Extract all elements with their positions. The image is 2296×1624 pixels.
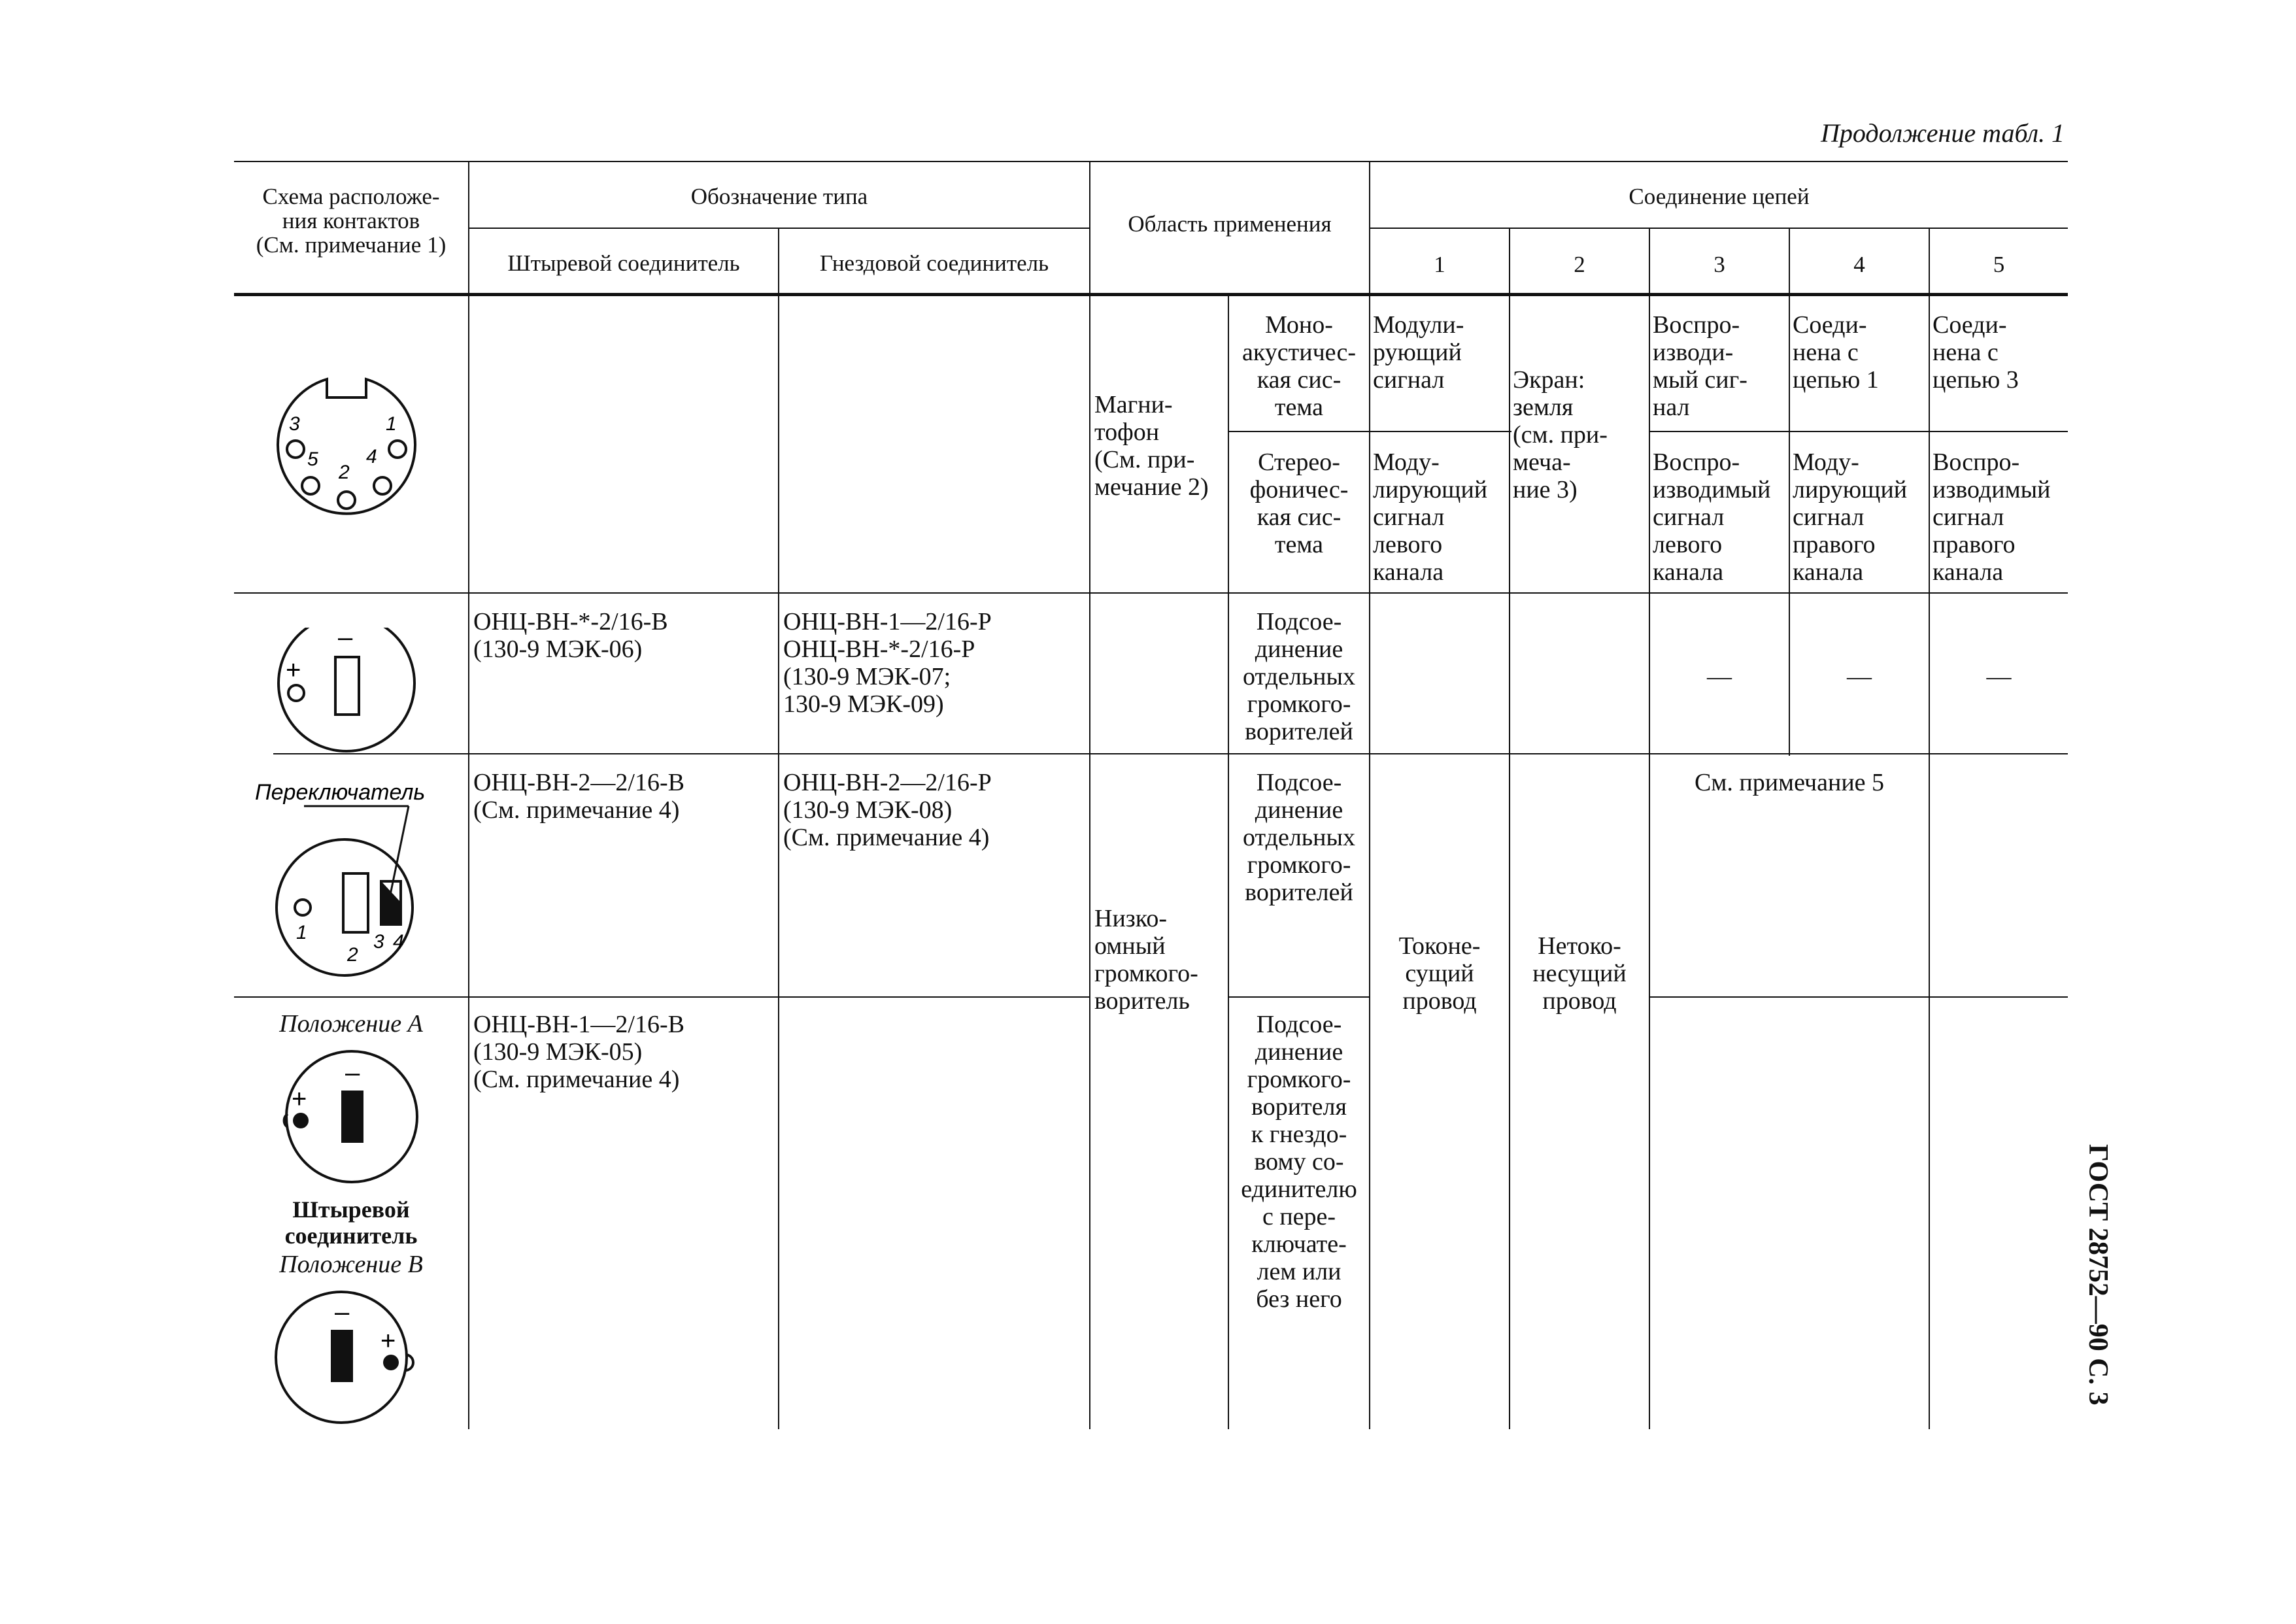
position-b-plus: +	[380, 1327, 396, 1355]
r3-socket: ОНЦ-ВН-2—2/16-Р (130-9 МЭК-08) (См. примечание 4)	[783, 769, 992, 851]
header-circuit-3: 3	[1714, 252, 1725, 277]
contact-label-5: 5	[307, 448, 318, 470]
header-circuit-4: 4	[1853, 252, 1865, 277]
col-c2-right	[1649, 229, 1650, 1429]
row2-bottom	[273, 753, 2068, 754]
header-pin-connector: Штыревой соединитель	[507, 250, 740, 276]
row3-bottom-use	[1229, 996, 1369, 998]
header-socket-connector: Гнездовой соединитель	[819, 250, 1049, 276]
position-b-minus: –	[335, 1298, 350, 1327]
r1-mono: Моно- акустичес- кая сис- тема	[1241, 311, 1357, 421]
switch-contact-1: 1	[296, 922, 307, 943]
col-c1-right	[1509, 229, 1510, 1429]
r2-c4-dash: —	[1847, 663, 1872, 690]
position-b-diagram	[268, 1284, 431, 1431]
c1-current-wire: Токоне- сущий провод	[1398, 932, 1481, 1015]
header-type-designation: Обозначение типа	[690, 184, 868, 209]
r1-stereo-c5: Воспро- изводимый сигнал правого канала	[1933, 448, 2051, 586]
r1-stereo-c1: Моду- лирующий сигнал левого канала	[1373, 448, 1488, 586]
r2-use: Подсое- динение отдельных громкого- ворителей	[1243, 608, 1355, 745]
r3-note: См. примечание 5	[1694, 769, 1885, 796]
position-a-diagram	[268, 1049, 425, 1189]
r2-pin: ОНЦ-ВН-*-2/16-В (130-9 МЭК-06)	[473, 608, 668, 663]
col-scheme-right	[468, 161, 469, 1429]
r1-c2: Экран: земля (см. при- меча- ние 3)	[1513, 366, 1608, 503]
col-pin-right	[778, 229, 779, 1429]
header-application: Область применения	[1128, 211, 1332, 237]
header-scheme: Схема расположе- ния контактов (См. примечание 1)	[256, 184, 447, 258]
row3-bottom-left	[234, 996, 1089, 998]
r2-c3-dash: —	[1707, 663, 1732, 690]
r3-pin: ОНЦ-ВН-2—2/16-В (См. примечание 4)	[473, 769, 684, 824]
header-circuit-connection: Соединение цепей	[1629, 184, 1810, 209]
r1-stereo-c4: Моду- лирующий сигнал правого канала	[1793, 448, 1908, 586]
switch-contact-2: 2	[347, 944, 358, 966]
position-b-label: Положение В	[279, 1251, 423, 1278]
switch-label: Переключатель	[255, 780, 426, 805]
speaker-2pin-diagram	[271, 628, 422, 765]
contact-label-2: 2	[339, 462, 350, 483]
circuit-header-divider	[1370, 228, 2068, 229]
plus-label: +	[286, 656, 301, 685]
r1-mono-c4: Соеди- нена с цепью 1	[1793, 311, 1879, 394]
din-5pin-diagram	[262, 366, 431, 530]
table-top-border	[234, 161, 2068, 162]
r1-stereo-c3: Воспро- изводимый сигнал левого канала	[1653, 448, 1771, 586]
position-a-minus: –	[345, 1058, 360, 1087]
r2-socket: ОНЦ-ВН-1—2/16-Р ОНЦ-ВН-*-2/16-Р (130-9 МЭК-07; 130-9 МЭК-09)	[783, 608, 992, 718]
row1-bottom	[234, 592, 2068, 594]
r1-mono-divider-right	[1650, 431, 2068, 432]
r2-c5-dash: —	[1986, 663, 2012, 690]
col-app-right	[1228, 294, 1229, 1429]
position-a-plus: +	[292, 1085, 307, 1113]
header-circuit-5: 5	[1993, 252, 2005, 277]
switch-diagram	[252, 777, 448, 992]
r1-mono-c1: Модули- рующий сигнал	[1373, 311, 1464, 394]
header-bottom-border	[234, 293, 2068, 296]
low-ohm-speaker: Низко- омный громкого- воритель	[1094, 905, 1198, 1015]
contact-label-4: 4	[366, 446, 377, 467]
row3-bottom-right	[1650, 996, 2068, 998]
r1-stereo: Стерео- фоничес- кая сис- тема	[1249, 448, 1349, 558]
pin-connector-bold-label: Штыревой соединитель	[284, 1196, 418, 1249]
r4-pin: ОНЦ-ВН-1—2/16-В (130-9 МЭК-05) (См. примечание 4)	[473, 1011, 684, 1093]
contact-label-3: 3	[289, 413, 300, 435]
col-socket-right	[1089, 161, 1090, 1429]
c2-noncurrent-wire: Нетоко- несущий провод	[1532, 932, 1627, 1015]
col-use-right	[1369, 161, 1370, 1429]
minus-label: –	[338, 628, 353, 652]
r3-use: Подсое- динение отдельных громкого- ворителей	[1243, 769, 1355, 906]
r1-mono-c5: Соеди- нена с цепью 3	[1933, 311, 2019, 394]
r1-application: Магни- тофон (См. при- мечание 2)	[1094, 391, 1209, 501]
header-circuit-1: 1	[1434, 252, 1445, 277]
r1-mono-divider	[1229, 431, 1511, 432]
switch-contact-4: 4	[393, 931, 404, 953]
switch-contact-3: 3	[373, 931, 384, 953]
r1-mono-c3: Воспро- изводи- мый сиг- нал	[1653, 311, 1747, 421]
r4-use: Подсое- динение громкого- ворителя к гнездо- вому со- единителю с пере- ключате- лем или без него	[1241, 1011, 1357, 1313]
type-header-divider	[469, 228, 1089, 229]
header-circuit-2: 2	[1574, 252, 1585, 277]
position-a-label: Положение А	[279, 1010, 423, 1038]
gost-page-label: ГОСТ 28752—90 С. 3	[2083, 1144, 2113, 1406]
continuation-label: Продолжение табл. 1	[1821, 118, 2065, 148]
contact-label-1: 1	[386, 413, 397, 435]
col-c4-right-bottom	[1929, 754, 1930, 1429]
